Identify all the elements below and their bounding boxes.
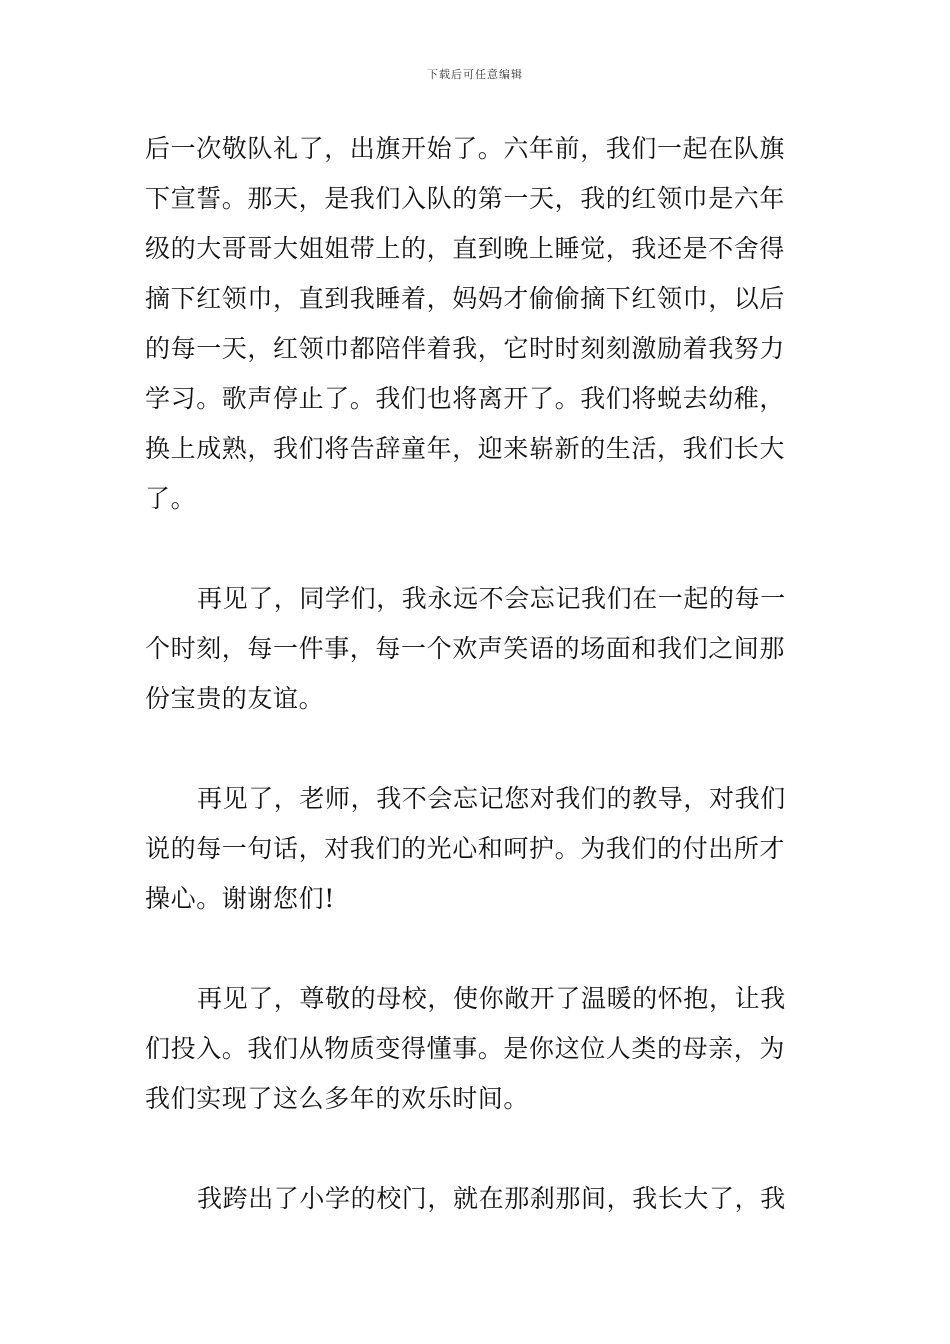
text-line: 再见了，老师，我不会忘记您对我们的教导，对我们 — [197, 784, 786, 813]
text-line: 的每一天，红领巾都陪伴着我，它时时刻刻激励着我努力 — [145, 334, 786, 363]
paragraph — [145, 974, 810, 1124]
paragraph — [145, 1174, 810, 1224]
paragraph-spacer — [145, 524, 810, 574]
text-line: 我们实现了这么多年的欢乐时间。 — [145, 1084, 530, 1113]
text-line: 操心。谢谢您们! — [145, 884, 335, 913]
text-line: 说的每一句话，对我们的光心和呵护。为我们的付出所才 — [145, 834, 786, 863]
text-line: 换上成熟，我们将告辞童年，迎来崭新的生活，我们长大 — [145, 434, 786, 463]
paragraph-spacer — [145, 1124, 810, 1174]
text-line: 个时刻，每一件事，每一个欢声笑语的场面和我们之间那 — [145, 634, 786, 663]
text-line: 再见了，尊敬的母校，使你敞开了温暖的怀抱，让我 — [197, 984, 786, 1013]
text-line: 了。 — [145, 484, 197, 513]
page-header-note: 下载后可任意编辑 — [427, 68, 523, 81]
paragraph-spacer — [145, 924, 810, 974]
text-line: 下宣誓。那天，是我们入队的第一天，我的红领巾是六年 — [145, 184, 786, 213]
document-body — [145, 124, 810, 1224]
text-line: 级的大哥哥大姐姐带上的，直到晚上睡觉，我还是不舍得 — [145, 234, 786, 263]
text-line: 我跨出了小学的校门，就在那刹那间，我长大了，我 — [197, 1184, 786, 1213]
paragraph — [145, 124, 810, 524]
paragraph — [145, 574, 810, 724]
text-line: 们投入。我们从物质变得懂事。是你这位人类的母亲，为 — [145, 1034, 786, 1063]
paragraph — [145, 774, 810, 924]
text-line: 摘下红领巾，直到我睡着，妈妈才偷偷摘下红领巾，以后 — [145, 284, 786, 313]
text-line: 再见了，同学们，我永远不会忘记我们在一起的每一 — [197, 584, 786, 613]
text-line: 学习。歌声停止了。我们也将离开了。我们将蜕去幼稚， — [145, 384, 786, 413]
paragraph-spacer — [145, 724, 810, 774]
text-line: 后一次敬队礼了，出旗开始了。六年前，我们一起在队旗 — [145, 134, 786, 163]
text-line: 份宝贵的友谊。 — [145, 684, 325, 713]
